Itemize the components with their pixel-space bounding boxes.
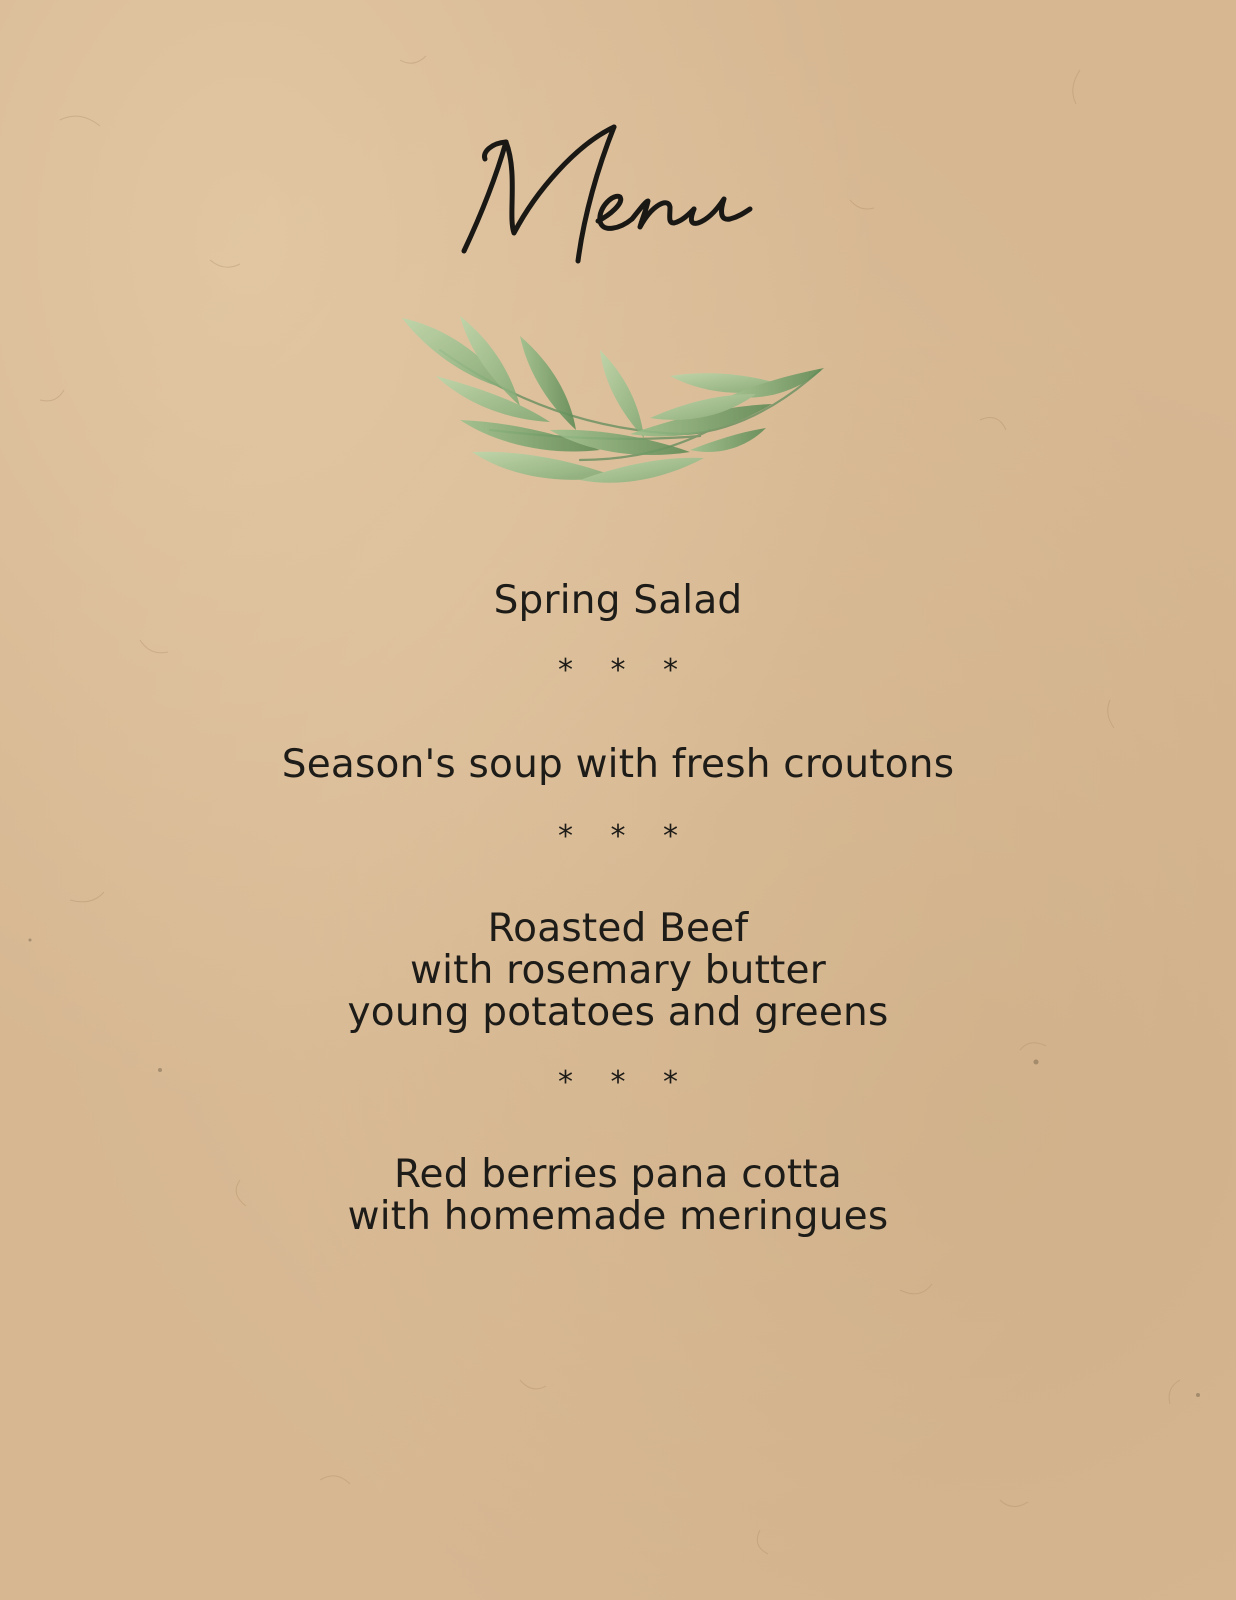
olive-branch-illustration <box>400 310 840 500</box>
course-divider: * * * <box>557 1065 693 1100</box>
course-roasted-beef <box>118 908 1118 1034</box>
course-line: Spring Salad <box>493 578 743 623</box>
course-line: Season's soup with fresh croutons <box>281 742 955 787</box>
course-line: young potatoes and greens <box>347 990 889 1035</box>
course-dessert <box>118 1154 1118 1238</box>
course-line: Roasted Beef <box>487 906 749 951</box>
course-line: with rosemary butter <box>410 948 826 993</box>
course-line: Red berries pana cotta <box>393 1152 843 1197</box>
course-divider: * * * <box>557 653 693 688</box>
course-soup <box>118 744 1118 786</box>
menu-title-script <box>448 115 788 275</box>
course-divider: * * * <box>557 819 693 854</box>
course-spring-salad <box>118 580 1118 622</box>
course-line: with homemade meringues <box>347 1194 889 1239</box>
